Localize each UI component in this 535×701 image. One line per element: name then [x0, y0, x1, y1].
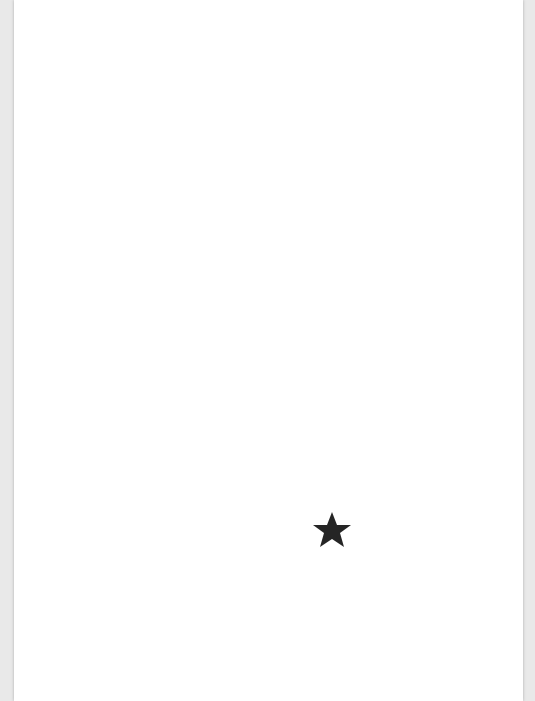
official-seal: [270, 468, 394, 592]
document-page: [14, 0, 523, 701]
